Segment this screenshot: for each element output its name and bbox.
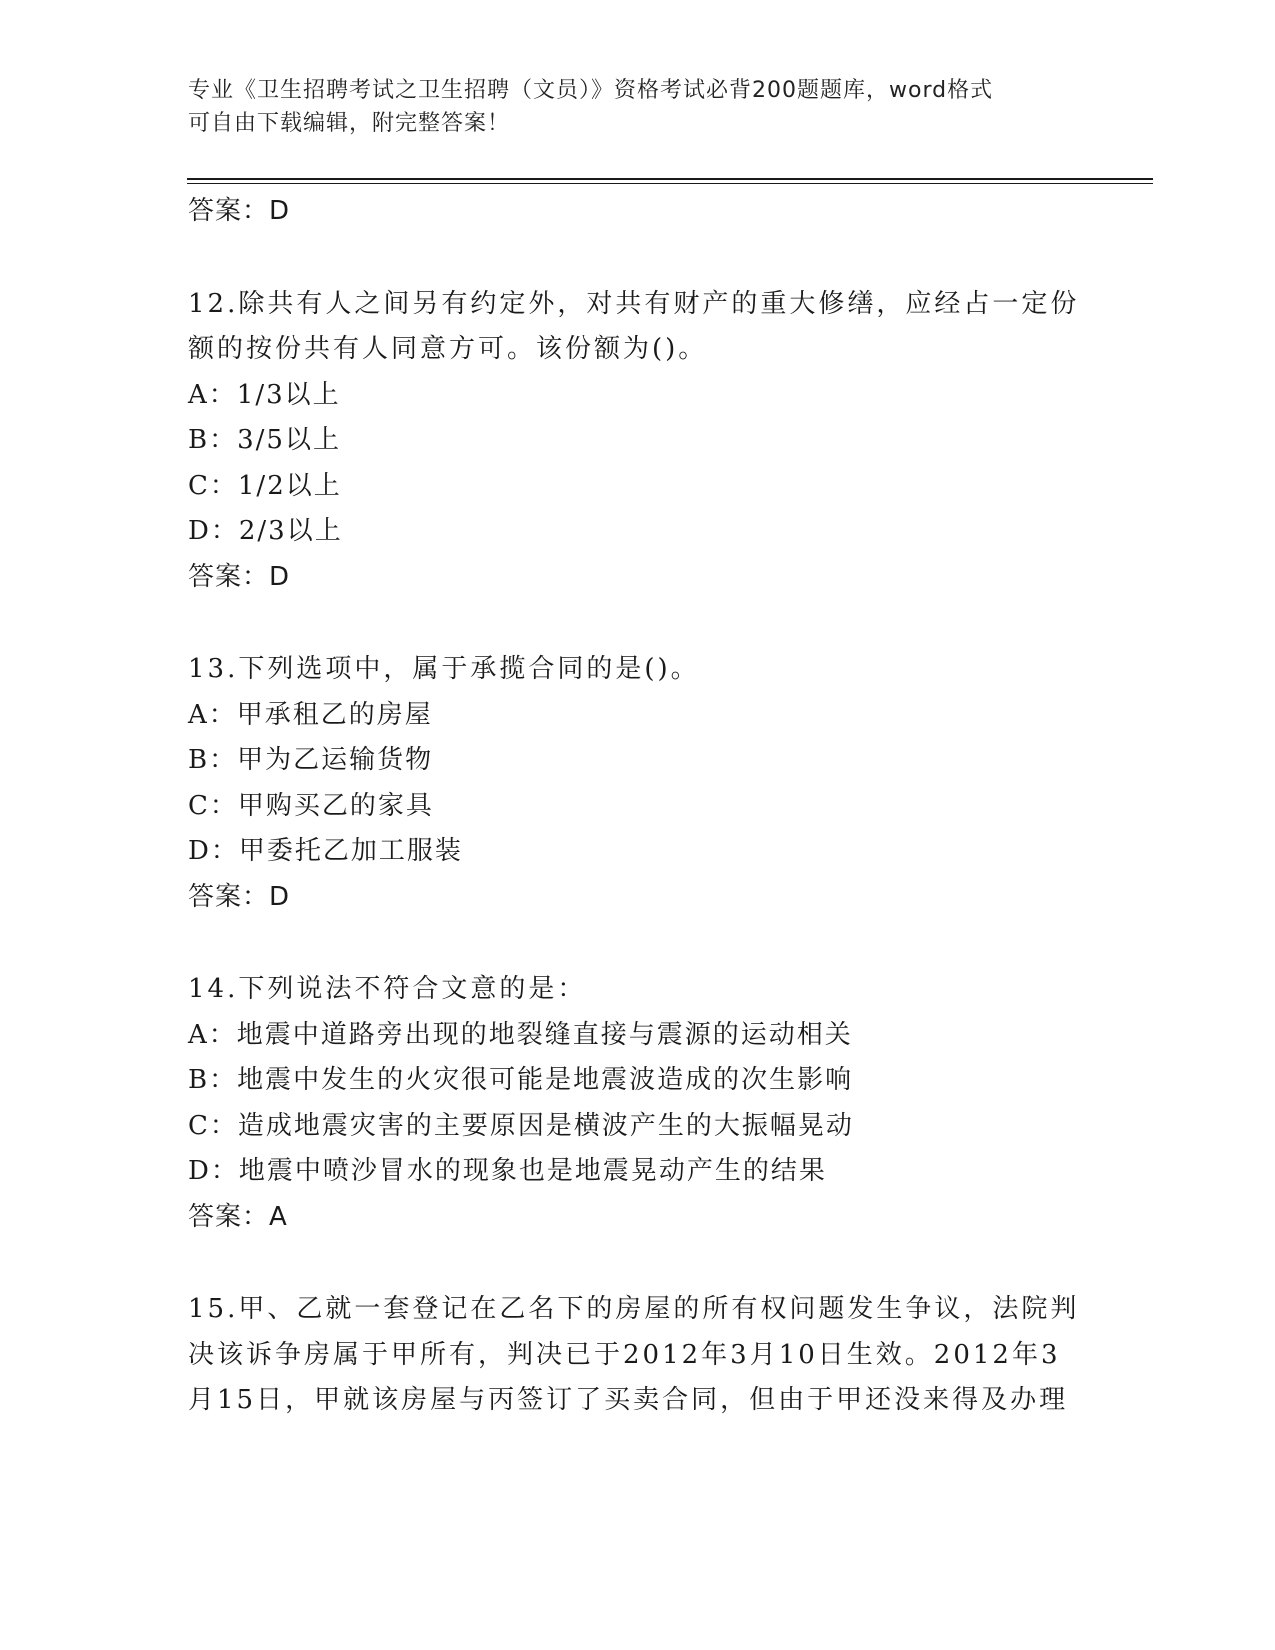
- question-14: [188, 967, 1128, 1240]
- option-c: C：1/2以上: [188, 470, 342, 501]
- option-a: A：地震中道路旁出现的地裂缝直接与震源的运动相关: [188, 1019, 853, 1050]
- answer-line: 答案：D: [188, 561, 291, 592]
- question-stem-line: 额的按份共有人同意方可。该份额为()。: [188, 334, 708, 364]
- spacer: [188, 1240, 1128, 1287]
- question-stem-line: 15.甲、乙就一套登记在乙名下的房屋的所有权问题发生争议，法院判: [188, 1294, 1080, 1324]
- question-12: [188, 282, 1128, 601]
- question-stem-line: 决该诉争房属于甲所有，判决已于2012年3月10日生效。2012年3: [188, 1339, 1061, 1370]
- option-c: C：甲购买乙的家具: [188, 790, 434, 821]
- question-stem-line: 13.下列选项中，属于承揽合同的是()。: [188, 654, 700, 684]
- option-b: B：地震中发生的火灾很可能是地震波造成的次生影响: [188, 1065, 854, 1095]
- header-divider-thin: [187, 183, 1153, 184]
- spacer: [188, 920, 1128, 967]
- option-b: B：3/5以上: [188, 425, 341, 455]
- question-15: [188, 1287, 1128, 1424]
- question-stem-line: 12.除共有人之间另有约定外，对共有财产的重大修缮，应经占一定份: [188, 288, 1080, 319]
- question-stem: [188, 1287, 1128, 1424]
- option-c: C：造成地震灾害的主要原因是横波产生的大振幅晃动: [188, 1110, 854, 1141]
- question-stem-line: 月15日，甲就该房屋与丙签订了买卖合同，但由于甲还没来得及办理: [188, 1385, 1069, 1415]
- answer-line: 答案：D: [188, 196, 291, 226]
- option-d: D：2/3以上: [188, 516, 343, 546]
- spacer: [188, 600, 1128, 647]
- option-d: D：地震中喷沙冒水的现象也是地震晃动产生的结果: [188, 1156, 827, 1186]
- question-list: [188, 189, 1128, 1424]
- spacer: [188, 235, 1128, 282]
- question-stem: [188, 282, 1128, 373]
- question-stem-line: 14.下列说法不符合文意的是：: [188, 974, 587, 1004]
- header-line-1: 专业《卫生招聘考试之卫生招聘（文员）》资格考试必背200题题库，word格式: [188, 78, 994, 103]
- option-a: A：甲承租乙的房屋: [188, 699, 433, 730]
- answer-line: 答案：A: [188, 1201, 288, 1232]
- header-line-2: 可自由下载编辑，附完整答案！: [188, 111, 511, 136]
- question-stem: [188, 647, 1128, 693]
- answer-line: 答案：D: [188, 881, 291, 912]
- question-stem: [188, 967, 1128, 1013]
- question-13: [188, 647, 1128, 920]
- option-a: A：1/3以上: [188, 379, 341, 410]
- option-b: B：甲为乙运输货物: [188, 745, 434, 775]
- document-header: [188, 74, 1088, 140]
- option-d: D：甲委托乙加工服装: [188, 836, 463, 866]
- header-divider-thick: [187, 178, 1153, 180]
